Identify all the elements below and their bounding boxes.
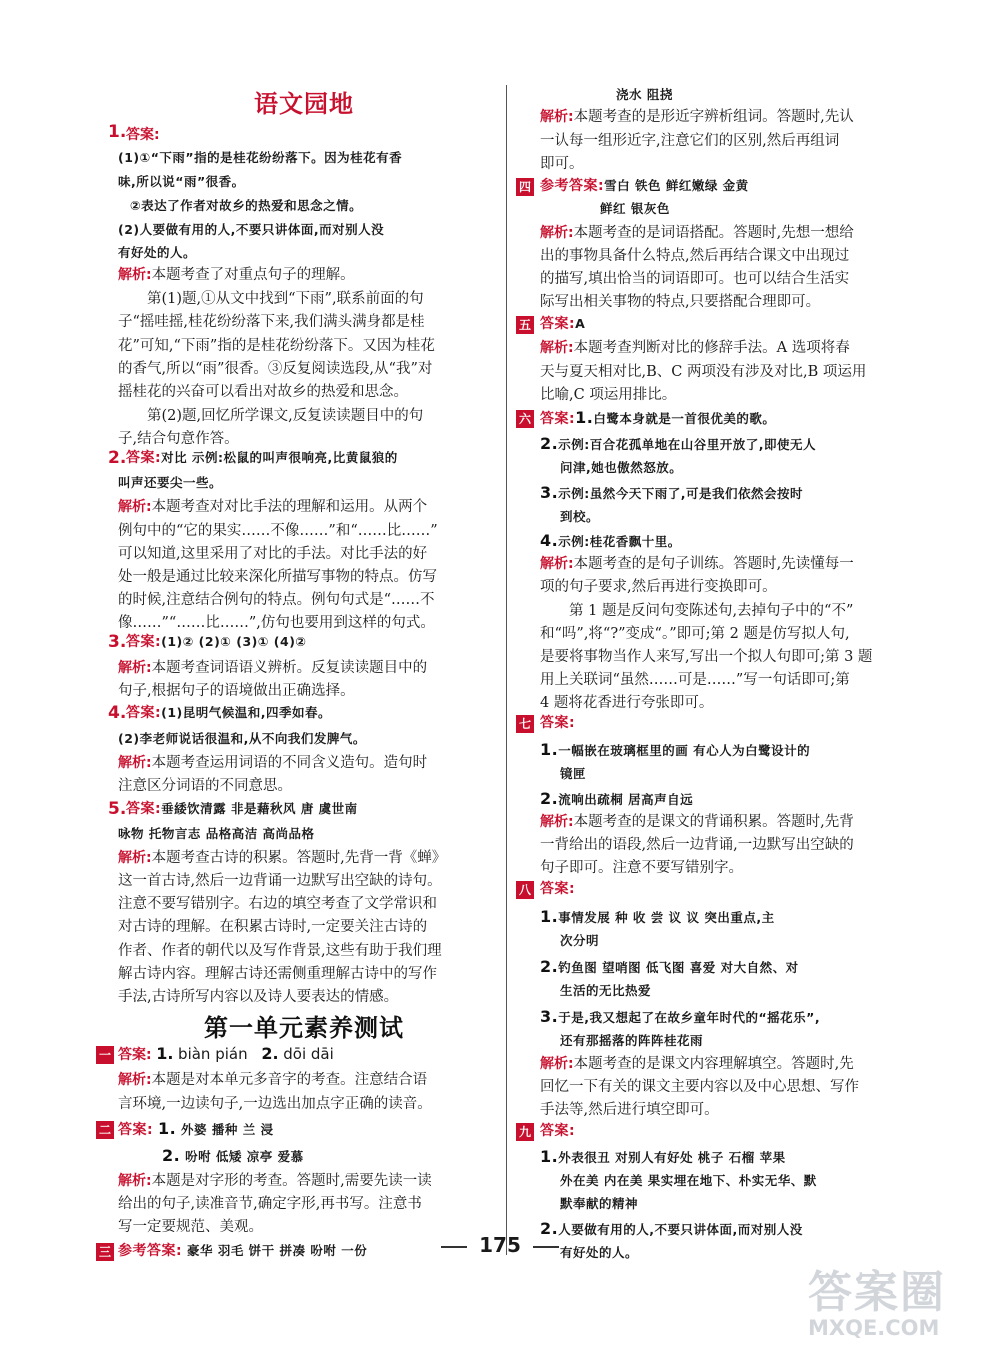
analysis-line: 的时候,注意结合例句的特点。例句句式是“……不 (118, 592, 435, 608)
analysis-line: 解析:本题考查的是课文内容理解填空。答题时,先 (540, 1056, 854, 1072)
watermark-logo (808, 1256, 998, 1351)
analysis-line: 手法,古诗所写内容以及诗人要表达的情感。 (118, 989, 399, 1005)
analysis-line: 解析:本题考查判断对比的修辞手法。A 选项将春 (540, 340, 850, 356)
analysis-line: 一背给出的语段,然后一边背诵,一边默写出空缺的 (540, 837, 854, 853)
analysis-line: 天与夏天相对比,B、C 两项没有涉及对比,B 项运用 (540, 364, 867, 380)
answer-line (540, 712, 912, 734)
answer-line: 答案:A (540, 316, 586, 332)
answer-line: 3.示例:虽然今天下雨了,可是我们依然会按时 (540, 483, 803, 502)
answer-line: 答案:垂緌饮清露 非是藉秋风 唐 虞世南 (126, 801, 358, 817)
answer-label: 答案: (540, 316, 576, 332)
answer-line: 有好处的人。 (118, 245, 197, 260)
answer-line: 1.事情发展 种 收 尝 议 议 突出重点,主 (540, 907, 775, 926)
answer-line: 2.示例:百合花孤单地在山谷里开放了,即使无人 (540, 434, 816, 453)
analysis-line: 这一首古诗,然后一边背诵一边默写出空缺的诗句。 (118, 873, 442, 889)
page-number-dash (441, 1246, 467, 1248)
answer-line: 答案: 1. biàn pián 2. dōi dāi (118, 1044, 334, 1063)
analysis-line: 花”可知,“下雨”指的是桂花纷纷落下。又因为桂花 (118, 338, 435, 354)
analysis-line: 回忆一下有关的课文主要内容以及中心思想、写作 (540, 1079, 859, 1095)
analysis-label: 解析: (118, 660, 152, 676)
answer-line: (2)人要做有用的人,不要只讲体面,而对别人没 (118, 222, 385, 237)
analysis-line: 项的句子要求,然后再进行变换即可。 (540, 579, 777, 595)
answer-line: (1)①“下雨”指的是桂花纷纷落下。因为桂花有香 (118, 150, 403, 165)
answer-label: 答案: (126, 127, 160, 143)
answer-line: 2.人要做有用的人,不要只讲体面,而对别人没 (540, 1219, 803, 1238)
answer-line: 浇水 阻挠 (616, 87, 673, 102)
analysis-label: 解析: (118, 850, 152, 866)
analysis-line: 写一定要规范、美观。 (118, 1219, 263, 1235)
answer-line: 咏物 托物言志 品格高洁 高尚品格 (118, 826, 315, 841)
analysis-line: 子“摇哇摇,桂花纷纷落下来,我们满头满身都是桂 (118, 314, 425, 330)
answer-line: 鲜红 银灰色 (600, 201, 670, 216)
analysis-line: 4 题将花香进行夸张即可。 (540, 695, 714, 711)
answer-line (540, 878, 912, 900)
analysis-line: 解析:本题是对本单元多音字的考查。注意结合语 (118, 1072, 428, 1088)
answer-line: 1.一幅嵌在玻璃框里的画 有心人为白鹭设计的 (540, 740, 811, 759)
analysis-line: 解析:本题考查运用词语的不同含义造句。造句时 (118, 755, 428, 771)
section-badge: 七 (516, 715, 534, 733)
answer-line: 默奉献的精神 (560, 1196, 639, 1211)
analysis-line: 解析:本题考查的是形近字辨析组词。答题时,先认 (540, 109, 854, 125)
analysis-line: 解析:本题考查对对比手法的理解和运用。从两个 (118, 499, 428, 515)
analysis-line: 解析:本题考查了对重点句子的理解。 (118, 267, 355, 283)
answer-label: 答案: (540, 1123, 576, 1139)
section-title-yuwen-yuandi: 语文园地 (254, 89, 354, 118)
answer-line: 2.钓鱼图 望哨图 低飞图 喜爱 对大自然、对 (540, 957, 799, 976)
question-number: 5. (108, 799, 127, 819)
section-badge: 六 (516, 410, 534, 428)
answer-line: 答案:(1)② (2)① (3)① (4)② (126, 634, 307, 650)
analysis-line: 比喻,C 项运用排比。 (540, 387, 677, 403)
answer-line: 有好处的人。 (560, 1245, 639, 1260)
page-number-dash (533, 1246, 559, 1248)
answer-label: 参考答案: (118, 1243, 183, 1259)
analysis-line: 解析:本题考查词语语义辨析。反复读读题目中的 (118, 660, 428, 676)
answer-label: 答案: (126, 801, 162, 817)
analysis-label: 解析: (540, 814, 574, 830)
analysis-line: 一认每一组形近字,注意它们的区别,然后再组词 (540, 133, 840, 149)
analysis-line: 解析:本题考查的是句子训练。答题时,先读懂每一 (540, 556, 854, 572)
answer-label: 答案: (540, 715, 576, 731)
answer-line: 叫声还要尖一些。 (118, 475, 223, 490)
analysis-label: 解析: (540, 225, 574, 241)
analysis-line: 的香气,所以“雨”很香。③反复阅读选段,从“我”对 (118, 361, 433, 377)
section-title-unit-test: 第一单元素养测试 (204, 1013, 404, 1042)
column-divider (506, 85, 507, 1255)
answer-line: 1.外表很丑 对别人有好处 桃子 石榴 苹果 (540, 1147, 786, 1166)
answer-line: (2)李老师说话很温和,从不向我们发脾气。 (118, 731, 366, 746)
analysis-line: 用上关联词“虽然……可是……”写一句话即可;第 (540, 672, 850, 688)
analysis-line: 解析:本题考查的是词语搭配。答题时,先想一想给 (540, 225, 854, 241)
answer-line: 4.示例:桂花香飘十里。 (540, 531, 681, 550)
watermark-url: MXQE.COM (808, 1316, 940, 1340)
section-badge: 五 (516, 316, 534, 334)
analysis-line: 对古诗的理解。在积累古诗时,一定要关注古诗的 (118, 919, 428, 935)
answer-line: 答案:对比 示例:松鼠的叫声很响亮,比黄鼠狼的 (126, 450, 398, 466)
analysis-line: 第(1)题,①从文中找到“下雨”,联系前面的句 (147, 291, 424, 307)
section-badge: 九 (516, 1123, 534, 1141)
question-number: 1. (108, 122, 127, 142)
section-badge: 三 (96, 1243, 114, 1261)
analysis-label: 解析: (118, 499, 152, 515)
answer-line: 参考答案: 豪华 羽毛 饼干 拼凑 吩咐 一份 (118, 1243, 368, 1259)
analysis-line: 解析:本题考查古诗的积累。答题时,先背一背《蝉》 (118, 850, 447, 866)
analysis-line: 解析:本题是对字形的考查。答题时,需要先读一读 (118, 1173, 432, 1189)
answer-line: 2. 吩咐 低矮 凉亭 爱慕 (162, 1146, 304, 1165)
analysis-line: 像……”“……比……”,仿句也要用到这样的句式。 (118, 615, 435, 631)
analysis-line: 第 1 题是反问句变陈述句,去掉句子中的“不” (569, 603, 854, 619)
answer-label: 答案: (118, 1122, 154, 1138)
analysis-line: 摇桂花的兴奋可以看出对故乡的热爱和思念。 (118, 384, 408, 400)
watermark-text: 答案圈 (808, 1267, 946, 1318)
section-badge: 二 (96, 1121, 114, 1139)
answer-line: 问津,她也傲然怒放。 (560, 460, 683, 475)
analysis-line: 可以知道,这里采用了对比的手法。对比手法的好 (118, 546, 428, 562)
question-number: 3. (108, 632, 127, 652)
analysis-label: 解析: (540, 556, 574, 572)
section-badge: 八 (516, 881, 534, 899)
page-number: 175 (0, 1233, 1000, 1257)
analysis-label: 解析: (540, 109, 574, 125)
question-number: 4. (108, 703, 127, 723)
analysis-line: 句子即可。注意不要写错别字。 (540, 860, 743, 876)
answer-label: 答案: (540, 411, 576, 427)
analysis-line: 注意不要写错别字。右边的填空考查了文学常识和 (118, 896, 437, 912)
answer-line: 答案:1.白鹭本身就是一首很优美的歌。 (540, 408, 776, 427)
analysis-line: 解析:本题考查的是课文的背诵积累。答题时,先背 (540, 814, 854, 830)
answer-line: 2.流响出疏桐 居高声自远 (540, 789, 694, 808)
analysis-line: 子,结合句意作答。 (118, 431, 239, 447)
analysis-label: 解析: (118, 1173, 152, 1189)
analysis-label: 解析: (540, 1056, 574, 1072)
analysis-line: 给出的句子,读准音节,确定字形,再书写。注意书 (118, 1196, 422, 1212)
analysis-line: 例句中的“它的果实……不像……”和“……比……” (118, 523, 438, 539)
analysis-label: 解析: (118, 267, 152, 283)
section-badge: 四 (516, 178, 534, 196)
analysis-line: 的描写,填出恰当的词语即可。也可以结合生活实 (540, 271, 850, 287)
answer-line: 镜匣 (560, 766, 587, 781)
answer-line: 生活的无比热爱 (560, 983, 652, 998)
analysis-line: 第(2)题,回忆所学课文,反复读读题目中的句 (147, 408, 424, 424)
answer-line: 到校。 (560, 509, 600, 524)
answer-line: 味,所以说“雨”很香。 (118, 174, 245, 189)
analysis-line: 即可。 (540, 156, 584, 172)
analysis-label: 解析: (118, 755, 152, 771)
answer-label: 答案: (126, 450, 162, 466)
analysis-line: 言环境,一边读句子,一边选出加点字正确的读音。 (118, 1096, 432, 1112)
answer-label: 答案: (126, 705, 162, 721)
analysis-line: 句子,根据句子的语境做出正确选择。 (118, 683, 355, 699)
analysis-line: 手法等,然后进行填空即可。 (540, 1102, 719, 1118)
analysis-line: 解古诗内容。理解古诗还需侧重理解古诗中的写作 (118, 966, 437, 982)
analysis-line: 作者、作者的朝代以及写作背景,这些有助于我们理 (118, 943, 442, 959)
analysis-label: 解析: (118, 1072, 152, 1088)
answer-line: 3.于是,我又想起了在故乡童年时代的“摇花乐”, (540, 1007, 821, 1026)
answer-line: 外在美 内在美 果实埋在地下、朴实无华、默 (560, 1173, 817, 1188)
answer-line: 次分明 (560, 933, 600, 948)
analysis-line: 是要将事物当作人来写,写出一个拟人句即可;第 3 题 (540, 649, 873, 665)
analysis-line: 出的事物具备什么特点,然后再结合课文中出现过 (540, 248, 850, 264)
answer-line: 答案:(1)昆明气候温和,四季如春。 (126, 705, 331, 721)
answer-label: 参考答案: (540, 178, 605, 194)
answer-label: 答案: (118, 1047, 152, 1063)
answer-line: 还有那摇落的阵阵桂花雨 (560, 1033, 704, 1048)
analysis-line: 际写出相关事物的特点,只要搭配合理即可。 (540, 294, 821, 310)
analysis-line: 注意区分词语的不同意思。 (118, 778, 292, 794)
answer-line: 答案: 1. 外婆 播种 兰 浸 (118, 1119, 274, 1138)
question-number: 2. (108, 448, 127, 468)
answer-line (540, 1120, 912, 1142)
answer-line: ②表达了作者对故乡的热爱和思念之情。 (130, 198, 363, 213)
answer-label: 答案: (540, 881, 576, 897)
answer-label: 答案: (126, 634, 162, 650)
analysis-line: 处一般是通过比较来深化所描写事物的特点。仿写 (118, 569, 437, 585)
section-badge: 一 (96, 1046, 114, 1064)
analysis-label: 解析: (540, 340, 574, 356)
answer-line: 参考答案:雪白 铁色 鲜红嫩绿 金黄 (540, 178, 749, 194)
analysis-line: 和“吗”,将“?”变成“。”即可;第 2 题是仿写拟人句, (540, 626, 850, 642)
